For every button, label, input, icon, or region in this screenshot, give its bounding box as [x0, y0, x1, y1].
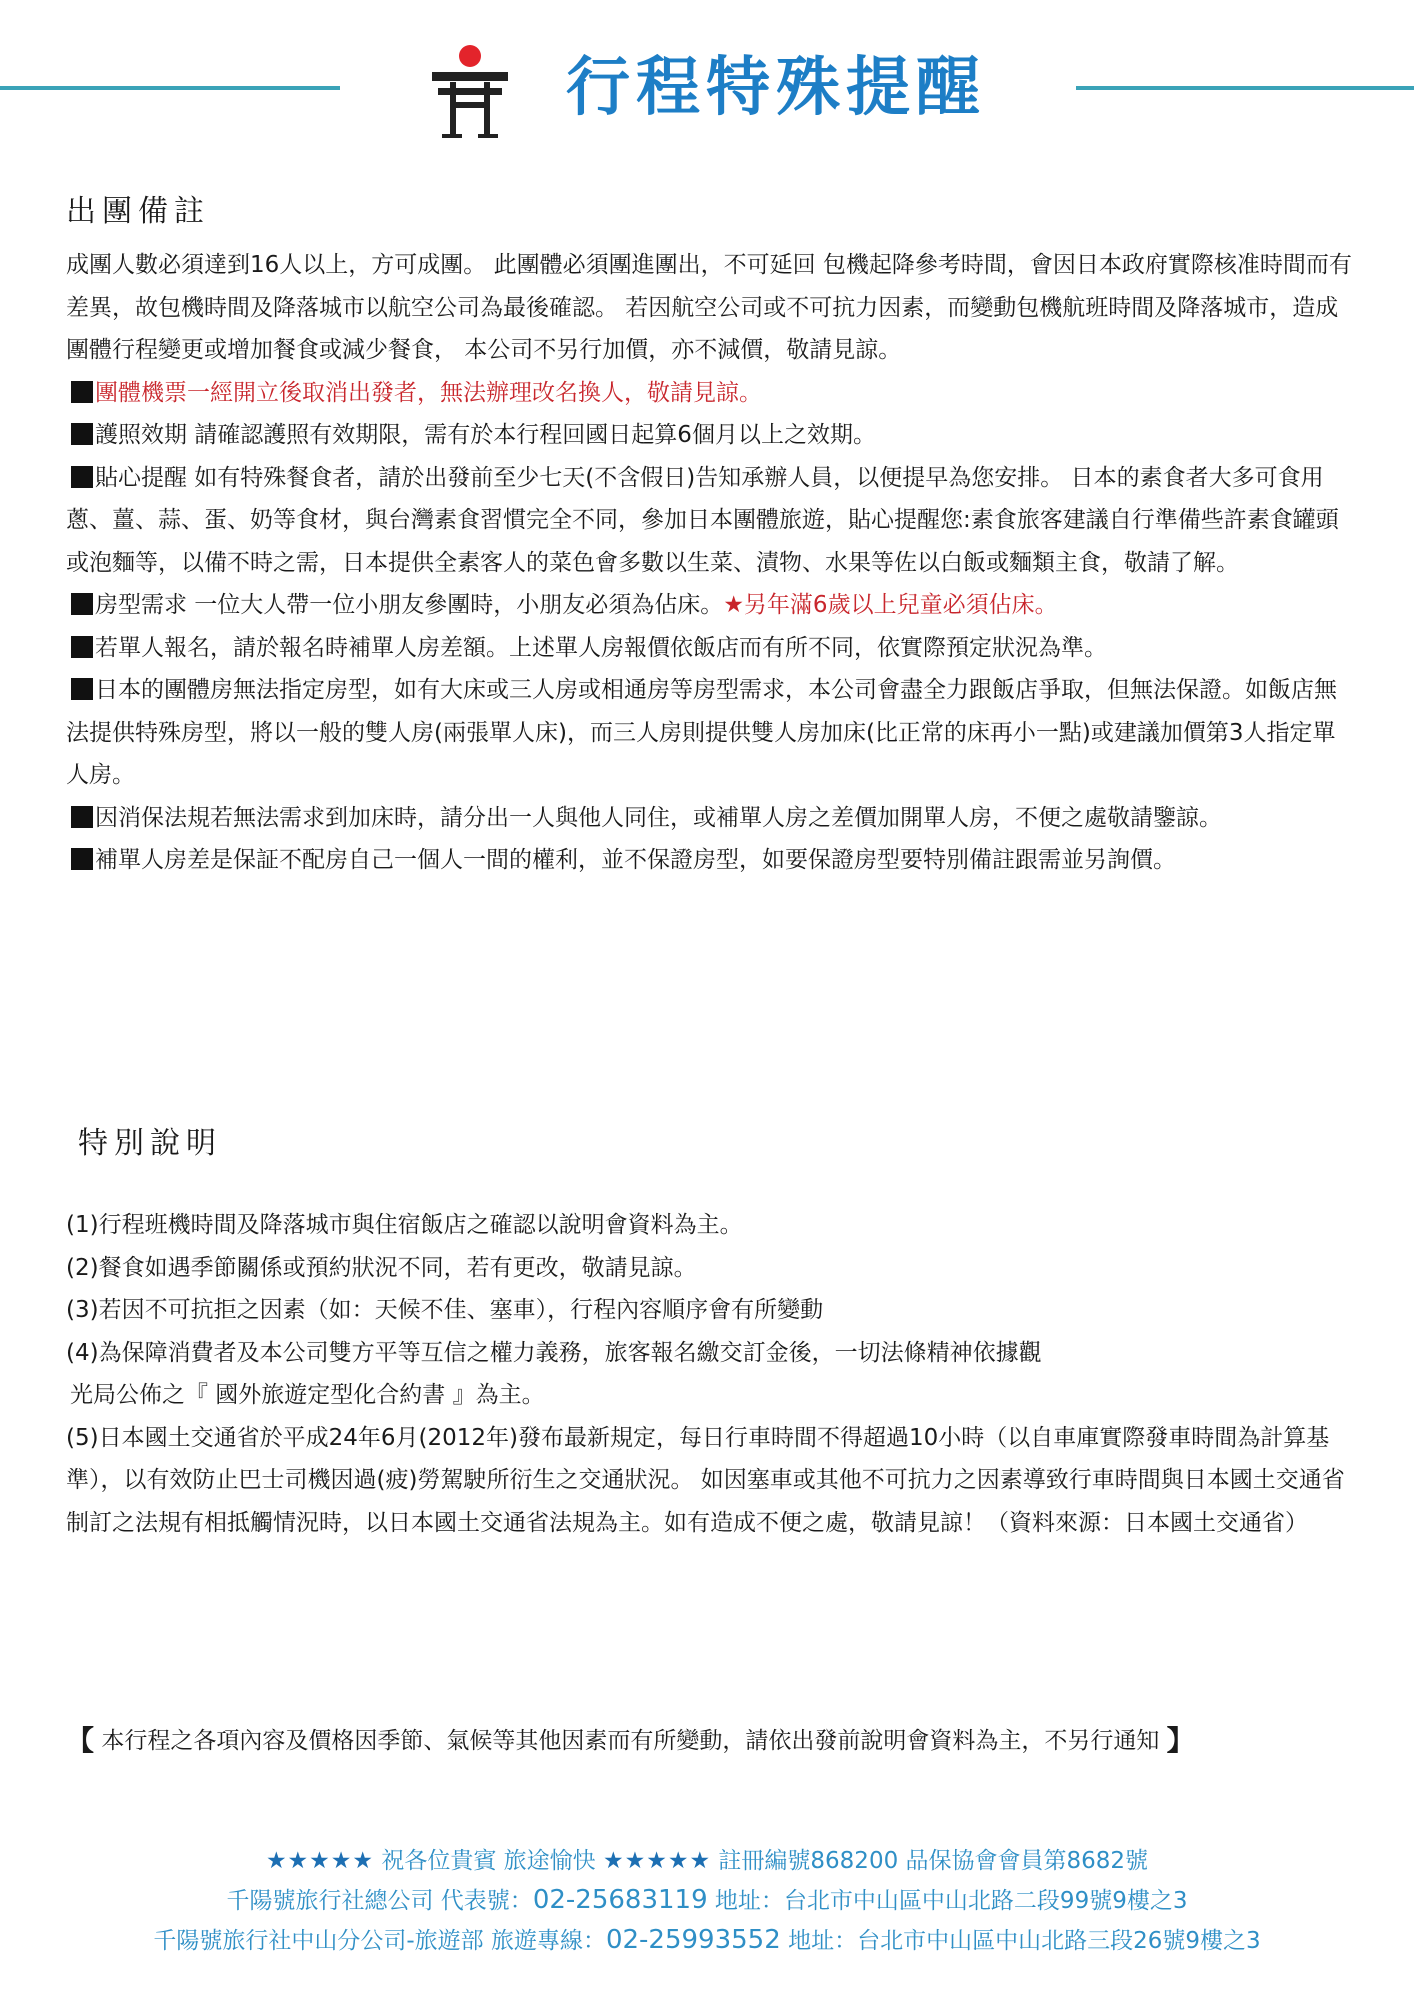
- star-rating-icon: ★★★★★: [265, 1848, 375, 1874]
- footer-line-greeting: ★★★★★ 祝各位貴賓 旅途愉快 ★★★★★ 註冊編號868200 品保協會會員第8682號: [265, 1848, 1149, 1874]
- notice-text: 本行程之各項內容及價格因季節、氣候等其他因素而有所變動，請依出發前說明會資料為主，不另行通知: [94, 1728, 1167, 1754]
- special-item: (1)行程班機時間及降落城市與住宿飯店之確認以說明會資料為主。: [66, 1212, 743, 1238]
- notes-section-title: 出團備註: [66, 194, 210, 229]
- bullet-square-icon: [71, 466, 93, 488]
- special-item: (3)若因不可抗拒之因素（如：天候不佳、塞車），行程內容順序會有所變動: [66, 1297, 824, 1323]
- bracket-open: 【: [66, 1724, 95, 1757]
- notes-item-fire: 因消保法規若無法需求到加床時，請分出一人與他人同住，或補單人房之差價加開單人房，不便之處敬請鑒諒。: [66, 797, 1356, 840]
- special-item: (2)餐食如遇季節關係或預約狀況不同，若有更改，敬請見諒。: [66, 1254, 697, 1281]
- company-logo-icon: [420, 42, 520, 142]
- special-item: (4)為保障消費者及本公司雙方平等互信之權力義務，旅客報名繳交訂金後，一切法條精神依據觀: [66, 1339, 1042, 1366]
- branch-phone: 02-25993552: [605, 1925, 781, 1955]
- special-item: (5)日本國土交通省於平成24年6月(2012年)發布最新規定，每日行車時間不得超過10小時（以自車庫實際發車時間為計算基準），以有效防止巴士司機因過(疲)勞駕駛所衍生之交通狀況。 如因塞車或其他不可抗力之因素導致行車時間與日本國土交通省制訂之法規有相抵觸情況時，以日本國土交通省法規為主。如有造成不便之處，敬請見諒！（資料來源：日本國土交通省）: [66, 1424, 1345, 1536]
- page-title: 行程特殊提醒: [566, 51, 986, 125]
- special-section-title: 特別說明: [78, 1126, 222, 1161]
- star-rating-icon: ★★★★★: [602, 1848, 712, 1874]
- bullet-square-icon: [71, 593, 93, 615]
- header-divider-left: [0, 86, 340, 90]
- footer-line-hq: 千陽號旅行社總公司 代表號：02-25683119 地址：台北市中山區中山北路二段99號9樓之3: [226, 1885, 1188, 1915]
- notes-intro: 成團人數必須達到16人以上，方可成團。 此團體必須團進團出，不可延回 包機起降參考時間，會因日本政府實際核准時間而有差異，故包機時間及降落城市以航空公司為最後確認。 若因航空公司或不可抗力因素，而變動包機航班時間及降落城市，造成團體行程變更或增加餐食或減少餐食， 本公司不另行加價，亦不減價，敬請見諒。: [66, 252, 1352, 363]
- company-footer: [0, 1842, 1414, 1961]
- bullet-square-icon: [71, 636, 93, 658]
- bracket-close: 】: [1166, 1724, 1195, 1757]
- change-notice: [66, 1720, 1356, 1762]
- header-divider-right: [1076, 86, 1414, 90]
- bullet-square-icon: [71, 678, 93, 700]
- notes-item-room: 房型需求 一位大人帶一位小朋友參團時，小朋友必須為佔床。★另年滿6歲以上兒童必須佔床。: [66, 584, 1356, 627]
- notes-item-supplement: 補單人房差是保証不配房自己一個人一間的權利，並不保證房型，如要保證房型要特別備註跟需並另詢價。: [66, 839, 1356, 882]
- notes-item-diet: 貼心提醒 如有特殊餐食者，請於出發前至少七天(不含假日)告知承辦人員，以便提早為您安排。 日本的素食者大多可食用蔥、薑、蒜、蛋、奶等食材，與台灣素食習慣完全不同，參加日本團體旅遊，貼心提醒您:素食旅客建議自行準備些許素食罐頭或泡麵等，以備不時之需，日本提供全素客人的菜色會多數以生菜、漬物、水果等佐以白飯或麵類主食，敬請了解。: [66, 464, 1339, 576]
- hq-phone: 02-25683119: [532, 1885, 708, 1915]
- bullet-square-icon: [71, 381, 93, 403]
- bullet-square-icon: [71, 423, 93, 445]
- bullet-square-icon: [71, 806, 93, 828]
- bullet-square-icon: [71, 848, 93, 870]
- footer-line-branch: 千陽號旅行社中山分公司-旅遊部 旅遊專線：02-25993552 地址：台北市中山區中山北路三段26號9樓之3: [153, 1925, 1261, 1955]
- notes-item-single: 若單人報名，請於報名時補單人房差額。上述單人房報價依飯店而有所不同，依實際預定狀況為準。: [66, 627, 1356, 670]
- notes-item-passport: 護照效期 請確認護照有效期限，需有於本行程回國日起算6個月以上之效期。: [66, 414, 1356, 457]
- notes-section-body: [66, 244, 1356, 882]
- special-item: 光局公佈之『 國外旅遊定型化合約書 』為主。: [70, 1382, 545, 1408]
- special-section-body: [66, 1204, 1356, 1544]
- notes-item-roomtype: 日本的團體房無法指定房型，如有大床或三人房或相通房等房型需求，本公司會盡全力跟飯店爭取，但無法保證。如飯店無法提供特殊房型，將以一般的雙人房(兩張單人床)，而三人房則提供雙人房加床(比正常的床再小一點)或建議加價第3人指定單人房。: [66, 677, 1337, 788]
- page-header: [0, 40, 1414, 150]
- notes-item-ticket: 團體機票一經開立後取消出發者，無法辦理改名換人，敬請見諒。: [66, 372, 1356, 415]
